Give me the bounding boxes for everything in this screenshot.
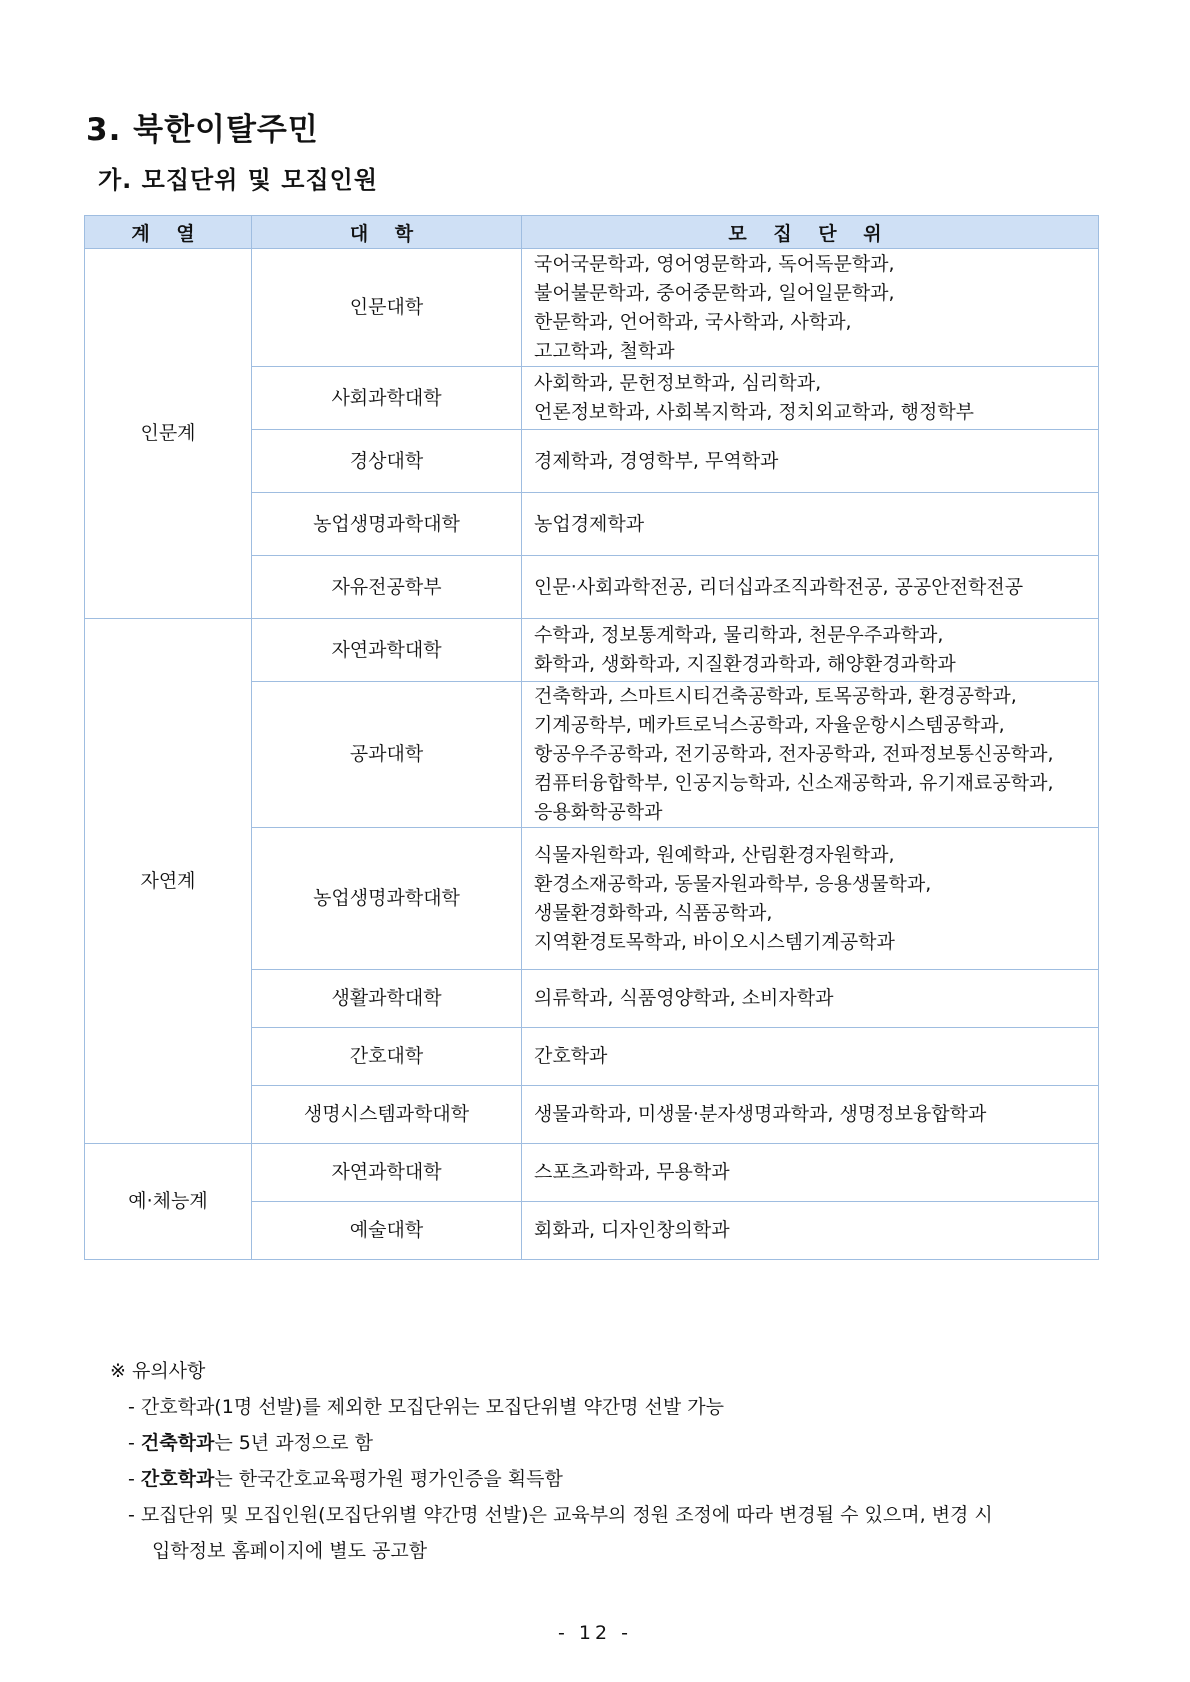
unit-line: 간호학과 xyxy=(534,1045,608,1067)
unit-line: 화학과, 생화학과, 지질환경과학과, 해양환경과학과 xyxy=(534,653,956,675)
college-cell: 자연과학대학 xyxy=(252,1144,522,1202)
college-cell: 자유전공학부 xyxy=(252,556,522,619)
college-cell: 예술대학 xyxy=(252,1202,522,1260)
recruitment-table xyxy=(84,215,1099,1260)
unit-line: 컴퓨터융합학부, 인공지능학과, 신소재공학과, 유기재료공학과, xyxy=(534,772,1054,794)
units-cell xyxy=(522,1144,1099,1202)
note-prefix: - xyxy=(128,1468,141,1490)
college-cell: 생명시스템과학대학 xyxy=(252,1086,522,1144)
note-suffix: 는 한국간호교육평가원 평가인증을 획득함 xyxy=(214,1468,563,1490)
unit-line: 한문학과, 언어학과, 국사학과, 사학과, xyxy=(534,310,852,333)
units-cell xyxy=(522,493,1099,556)
unit-line: 수학과, 정보통계학과, 물리학과, 천문우주과학과, xyxy=(534,624,944,646)
track-cell: 자연계 xyxy=(85,619,252,1144)
note-text: - 간호학과(1명 선발)를 제외한 모집단위는 모집단위별 약간명 선발 가능 xyxy=(128,1396,724,1418)
track-cell: 인문계 xyxy=(85,249,252,619)
college-cell: 사회과학대학 xyxy=(252,367,522,430)
college-cell: 농업생명과학대학 xyxy=(252,493,522,556)
unit-line: 식물자원학과, 원예학과, 산림환경자원학과, xyxy=(534,843,895,866)
unit-line: 의류학과, 식품영양학과, 소비자학과 xyxy=(534,987,834,1009)
table-row xyxy=(85,249,1099,367)
unit-line: 환경소재공학과, 동물자원과학부, 응용생물학과, xyxy=(534,872,932,895)
section-title: 3. 북한이탈주민 xyxy=(86,112,319,148)
unit-line: 항공우주공학과, 전기공학과, 전자공학과, 전파정보통신공학과, xyxy=(534,743,1054,765)
unit-line: 기계공학부, 메카트로닉스공학과, 자율운항시스템공학과, xyxy=(534,714,1005,736)
unit-line: 건축학과, 스마트시티건축공학과, 토목공학과, 환경공학과, xyxy=(534,685,1017,707)
units-cell xyxy=(522,430,1099,493)
college-cell: 생활과학대학 xyxy=(252,970,522,1028)
college-cell: 농업생명과학대학 xyxy=(252,828,522,970)
units-cell xyxy=(522,556,1099,619)
notes-section xyxy=(110,1353,1110,1569)
units-cell xyxy=(522,367,1099,430)
table-body xyxy=(85,249,1099,1260)
note-bold: 간호학과 xyxy=(140,1468,215,1490)
unit-line: 언론정보학과, 사회복지학과, 정치외교학과, 행정학부 xyxy=(534,401,975,423)
units-cell xyxy=(522,1202,1099,1260)
college-cell: 경상대학 xyxy=(252,430,522,493)
table-row xyxy=(85,1144,1099,1202)
college-cell: 자연과학대학 xyxy=(252,619,522,682)
college-cell: 공과대학 xyxy=(252,682,522,828)
unit-line: 국어국문학과, 영어영문학과, 독어독문학과, xyxy=(534,252,895,275)
units-cell xyxy=(522,1086,1099,1144)
units-cell xyxy=(522,1028,1099,1086)
header-units: 모 집 단 위 xyxy=(522,216,1099,249)
notes-title: ※ 유의사항 xyxy=(110,1360,206,1382)
unit-line: 인문·사회과학전공, 리더십과조직과학전공, 공공안전학전공 xyxy=(534,575,1024,598)
note-text: - 모집단위 및 모집인원(모집단위별 약간명 선발)은 교육부의 정원 조정에 따라 변경될 수 있으며, 변경 시 xyxy=(128,1504,993,1526)
college-cell: 인문대학 xyxy=(252,249,522,367)
unit-line: 고고학과, 철학과 xyxy=(534,339,675,362)
unit-line: 응용화학공학과 xyxy=(534,801,663,823)
note-item xyxy=(110,1497,1110,1569)
header-track: 계 열 xyxy=(85,216,252,249)
units-cell xyxy=(522,249,1099,367)
unit-line: 스포츠과학과, 무용학과 xyxy=(534,1161,730,1183)
unit-line: 경제학과, 경영학부, 무역학과 xyxy=(534,449,779,472)
unit-line: 사회학과, 문헌정보학과, 심리학과, xyxy=(534,372,822,394)
note-item xyxy=(110,1461,1110,1497)
note-prefix: - xyxy=(128,1432,141,1454)
note-suffix: 는 5년 과정으로 함 xyxy=(214,1432,374,1454)
page-number: - 12 - xyxy=(558,1622,632,1644)
units-cell xyxy=(522,970,1099,1028)
subsection-title: 가. 모집단위 및 모집인원 xyxy=(98,166,379,194)
header-college: 대 학 xyxy=(252,216,522,249)
unit-line: 생물과학과, 미생물·분자생명과학과, 생명정보융합학과 xyxy=(534,1103,987,1125)
unit-line: 불어불문학과, 중어중문학과, 일어일문학과, xyxy=(534,281,895,304)
units-cell xyxy=(522,619,1099,682)
note-item xyxy=(110,1425,1110,1461)
units-cell xyxy=(522,682,1099,828)
unit-line: 생물환경화학과, 식품공학과, xyxy=(534,901,773,924)
college-cell: 간호대학 xyxy=(252,1028,522,1086)
table-header-row xyxy=(85,216,1099,249)
units-cell xyxy=(522,828,1099,970)
track-cell: 예·체능계 xyxy=(85,1144,252,1260)
unit-line: 농업경제학과 xyxy=(534,512,645,535)
unit-line: 지역환경토목학과, 바이오시스템기계공학과 xyxy=(534,930,895,953)
note-item xyxy=(110,1389,1110,1425)
table-row xyxy=(85,619,1099,682)
note-bold: 건축학과 xyxy=(140,1432,215,1454)
unit-line: 회화과, 디자인창의학과 xyxy=(534,1219,730,1241)
note-continuation: 입학정보 홈페이지에 별도 공고함 xyxy=(152,1540,428,1562)
